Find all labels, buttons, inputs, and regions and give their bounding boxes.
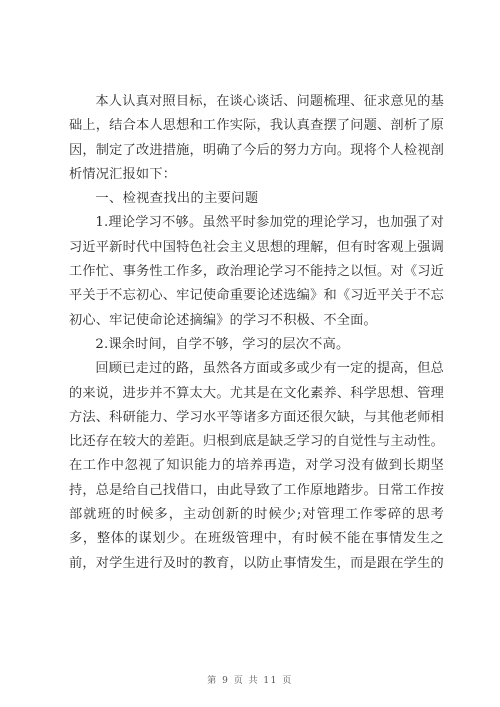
intro-paragraph: 本人认真对照目标，在谈心谈话、问题梳理、征求意见的基础上，结合本人思想和工作实际，我认真查摆了问题、剖析了原因，制定了改进措施，明确了今后的努力方向。现将个人检视剖析情况汇报如下： bbox=[69, 94, 444, 182]
page-number-footer: 第 9 页 共 11 页 bbox=[207, 676, 293, 686]
document-body bbox=[69, 90, 444, 576]
issue-2-paragraph: 2.课余时间，自学不够，学习的层次不高。 bbox=[95, 336, 350, 352]
issue-1-paragraph: 1.理论学习不够。虽然平时参加党的理论学习，也加强了对习近平新时代中国特色社会主义思想的理解，但有时客观上强调工作忙、事务性工作多，政治理论学习不能持之以恒。对《习近平关于不忘初心、牢记使命重要论述选编》和《习近平关于不忘初心、牢记使命论述摘编》的学习不积极、不全面。 bbox=[69, 215, 444, 328]
section-heading: 一、检视查找出的主要问题 bbox=[95, 191, 259, 207]
review-paragraph: 回顾已走过的路，虽然各方面或多或少有一定的提高，但总的来说，进步并不算太大。尤其是在文化素养、科学思想、管理方法、科研能力、学习水平等诸多方面还很欠缺，与其他老师相比还存在较大的差距。归根到底是缺乏学习的自觉性与主动性。在工作中忽视了知识能力的培养再造，对学习没有做到长期坚持，总是给自己找借口，由此导致了工作原地踏步。日常工作按部就班的时候多，主动创新的时候少;对管理工作零碎的思考多，整体的谋划少。在班级管理中，有时候不能在事情发生之前，对学生进行及时的教育，以防止事情发生，而是跟在学生的 bbox=[69, 361, 444, 571]
